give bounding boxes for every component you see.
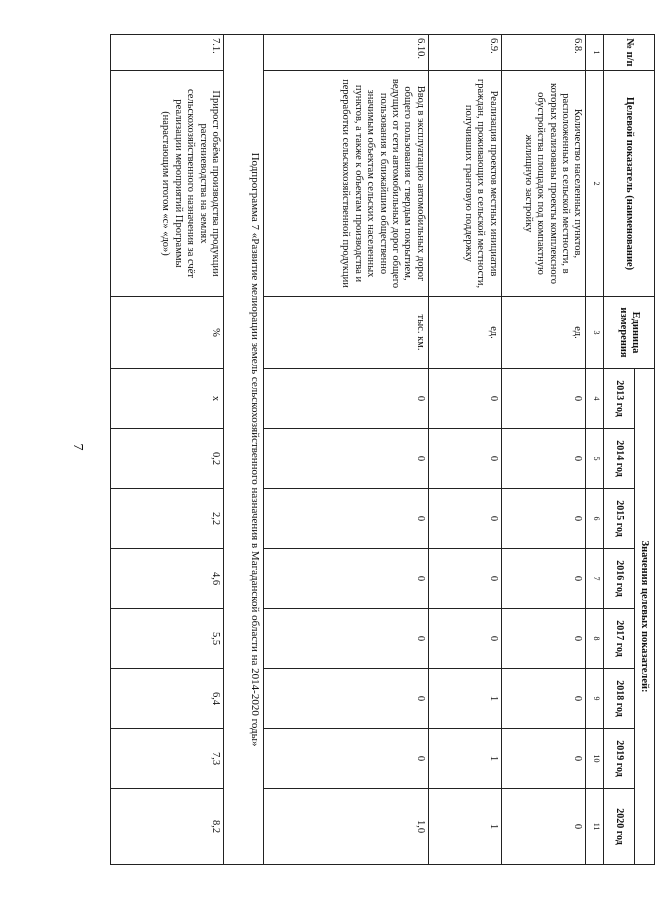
row-value: 0 <box>264 669 429 729</box>
row-value: 0 <box>264 729 429 789</box>
header-year: 2016 год <box>603 549 634 609</box>
row-value: 1 <box>428 669 501 729</box>
row-value: 0 <box>428 369 501 429</box>
header-indicator: Целевой показатель (наименование) <box>603 71 654 297</box>
row-value: 0,2 <box>111 429 224 489</box>
header-unit: Единица измерения <box>603 297 654 369</box>
column-number: 2 <box>586 71 604 297</box>
row-num: 6.9. <box>428 35 501 71</box>
row-name: Ввод в эксплуатацию автомобильных дорог общего пользования с твердым покрытием, ведущих от сети автомобильных дорог общего пользования к ближайшим общественно значимым объектам сельских населенных пунктов, а также к объектам производства и переработки сельскохозяйственной продукции <box>264 71 429 297</box>
column-numbers-row <box>586 35 604 865</box>
row-unit: ед. <box>428 297 501 369</box>
column-number: 4 <box>586 369 604 429</box>
row-value: 0 <box>264 609 429 669</box>
column-number: 3 <box>586 297 604 369</box>
header-year: 2014 год <box>603 429 634 489</box>
row-num: 6.10. <box>264 35 429 71</box>
row-value: 0 <box>501 669 586 729</box>
column-number: 9 <box>586 669 604 729</box>
row-value: 6,4 <box>111 669 224 729</box>
column-number: 10 <box>586 729 604 789</box>
page-number: 7 <box>70 443 85 451</box>
row-value: 0 <box>501 729 586 789</box>
row-value: 7,3 <box>111 729 224 789</box>
column-number: 6 <box>586 489 604 549</box>
column-number: 1 <box>586 35 604 71</box>
rotated-table-page <box>110 34 655 864</box>
header-year: 2017 год <box>603 609 634 669</box>
row-value: 0 <box>501 609 586 669</box>
row-value: 0 <box>501 549 586 609</box>
header-year: 2020 год <box>603 789 634 865</box>
header-year: 2013 год <box>603 369 634 429</box>
column-number: 5 <box>586 429 604 489</box>
row-value: 4,6 <box>111 549 224 609</box>
header-num: № п/п <box>603 35 654 71</box>
row-value: 0 <box>501 429 586 489</box>
row-value: х <box>111 369 224 429</box>
header-year: 2019 год <box>603 729 634 789</box>
header-values-group: Значения целевых показателей: <box>634 369 654 865</box>
table-row <box>264 35 429 865</box>
row-value: 0 <box>428 549 501 609</box>
row-value: 0 <box>501 369 586 429</box>
row-value: 1 <box>428 729 501 789</box>
column-number: 7 <box>586 549 604 609</box>
row-value: 0 <box>264 369 429 429</box>
row-value: 8,2 <box>111 789 224 865</box>
column-number: 11 <box>586 789 604 865</box>
row-value: 0 <box>428 609 501 669</box>
subprogram-title: Подпрограмма 7 «Развитие мелиорации земель сельскохозяйственного назначения в Магаданской области на 2014-2020 годы» <box>224 35 264 865</box>
row-unit: % <box>111 297 224 369</box>
target-indicators-table <box>110 34 655 865</box>
column-number: 8 <box>586 609 604 669</box>
row-value: 0 <box>264 549 429 609</box>
row-value: 0 <box>264 489 429 549</box>
row-num: 6.8. <box>501 35 586 71</box>
row-value: 0 <box>428 429 501 489</box>
row-name: Реализация проектов местных инициатив граждан, проживающих в сельской местности, получивших грантовую поддержку <box>428 71 501 297</box>
row-unit: тыс. км. <box>264 297 429 369</box>
row-value: 1,0 <box>264 789 429 865</box>
table-row <box>501 35 586 865</box>
row-value: 5,5 <box>111 609 224 669</box>
row-name: Прирост объёма производства продукции растениеводства на землях сельскохозяйственного назначения за счёт реализации мероприятий Программы (нарастающим итогом «с» «до») <box>111 71 224 297</box>
row-value: 1 <box>428 789 501 865</box>
row-value: 2,2 <box>111 489 224 549</box>
row-name: Количество населенных пунктов, расположенных в сельской местности, в которых реализованы проекты комплексного обустройства площадок под компактную жилищную застройку <box>501 71 586 297</box>
table-row <box>111 35 224 865</box>
subprogram-row <box>224 35 264 865</box>
header-year: 2015 год <box>603 489 634 549</box>
row-num: 7.1. <box>111 35 224 71</box>
table-row <box>428 35 501 865</box>
row-value: 0 <box>501 489 586 549</box>
row-value: 0 <box>428 489 501 549</box>
header-year: 2018 год <box>603 669 634 729</box>
row-value: 0 <box>264 429 429 489</box>
row-value: 0 <box>501 789 586 865</box>
row-unit: ед. <box>501 297 586 369</box>
